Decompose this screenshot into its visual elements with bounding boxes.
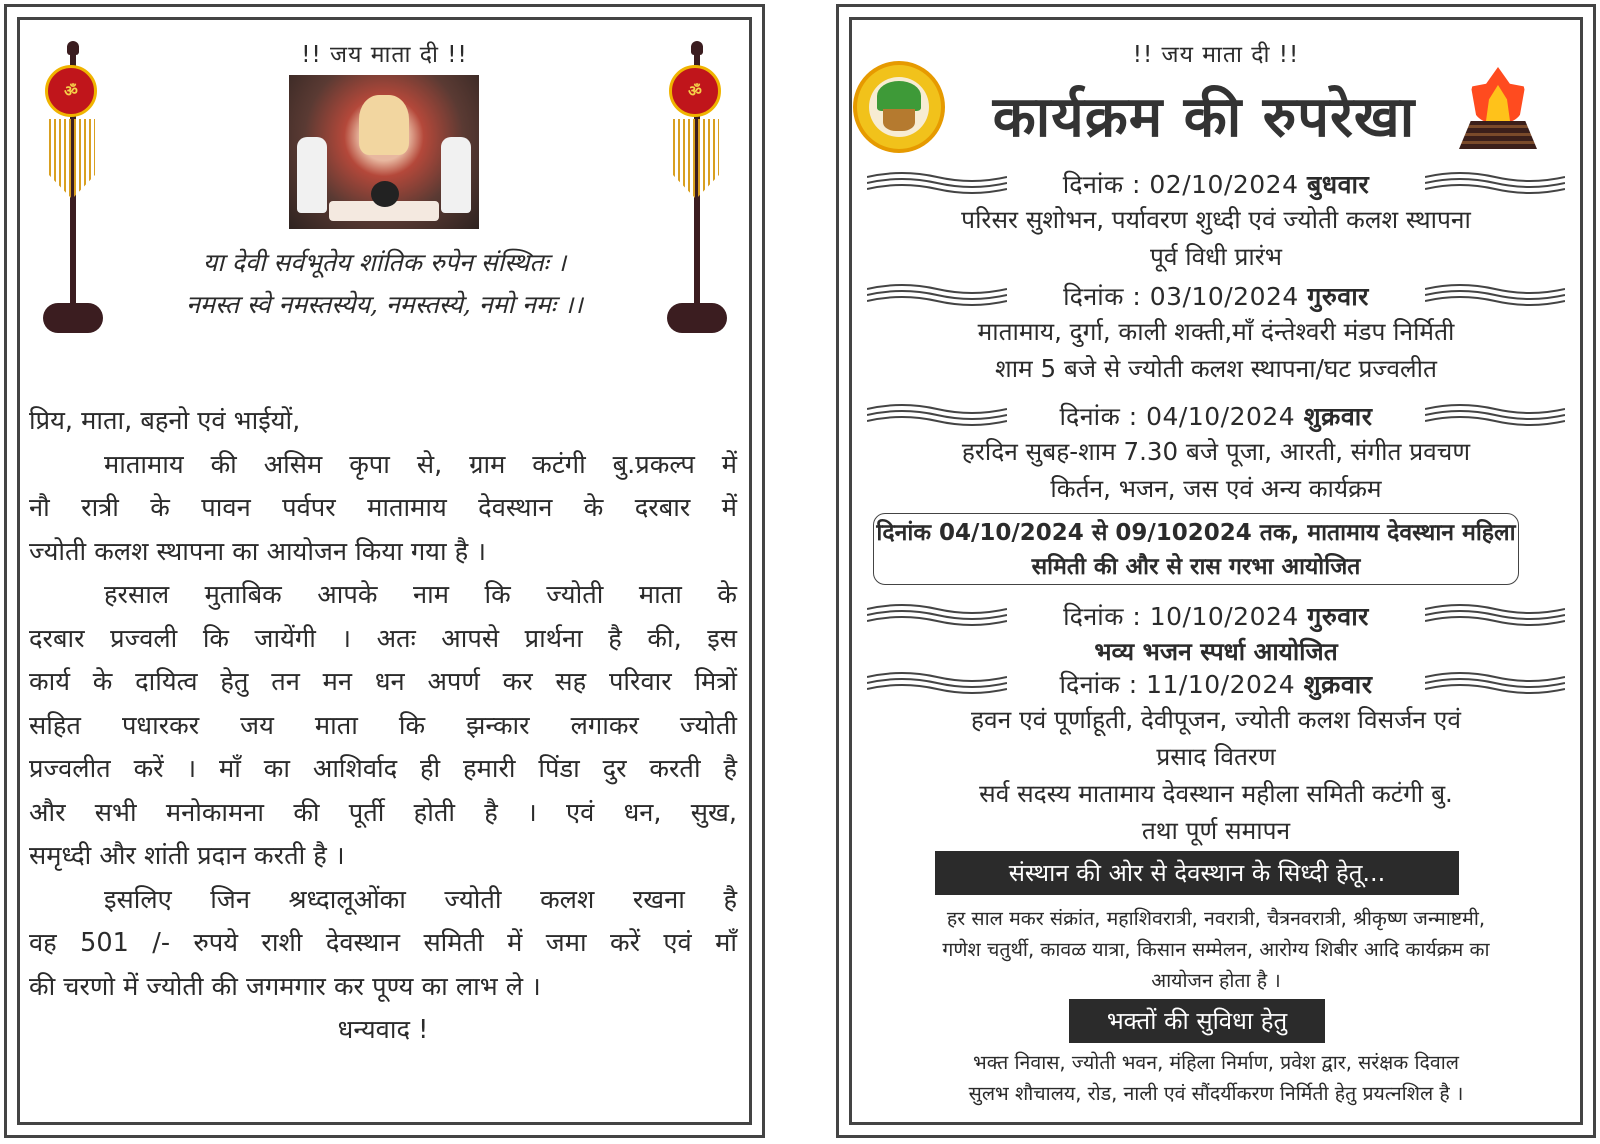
left-header: !! जय माता दी !! (301, 42, 468, 68)
letter-line: मातामाय की असिम कृपा से, ग्राम कटंगी बु.प्रकल्प में (104, 449, 737, 480)
event-date-row (839, 399, 1593, 433)
event-date: दिनांक : 10/10/2024 गुरुवार (1063, 602, 1369, 631)
wave-ornament-icon (1425, 669, 1565, 697)
event-description: हरदिन सुबह-शाम 7.30 बजे पूजा, आरती, संगीत प्रवचण किर्तन, भजन, जस एवं अन्य कार्यक्रम (961, 437, 1471, 503)
letter-line: कार्य के दायित्व हेतु तन मन धन अपर्ण कर सह परिवार मित्रों (29, 667, 737, 697)
event-date-row (839, 167, 1593, 201)
program-schedule-panel (836, 4, 1596, 1138)
event-description: मातामाय, दुर्गा, काली शक्ती,माँ दंन्तेश्वरी मंडप निर्मिती शाम 5 बजे से ज्योती कलश स्थापना/घट प्रज्वलीत (977, 317, 1455, 383)
garba-note-box: दिनांक 04/10/2024 से 09/102024 तक, मातामाय देवस्थान महिला समिती की और से रास गरभा आयोजित (873, 513, 1519, 585)
letter-line: इसलिए जिन श्रध्दालूओंका ज्योती कलश रखना है (104, 884, 737, 915)
letter-line: हरसाल मुताबिक आपके नाम कि ज्योती माता के (104, 580, 737, 610)
section-body-siddhi: हर साल मकर संक्रांत, महाशिवरात्री, नवरात्री, चैत्रनवरात्री, श्रीकृष्ण जन्माष्टमी, गणेश चतुर्थी, कावळ यात्रा, किसान सम्मेलन, आरोग्य शिबीर आदि कार्यक्रम का आयोजन होता है । (942, 907, 1490, 992)
shloka-line-1: या देवी सर्वभूतेय शांतिक रुपेन संस्थितः । (202, 248, 567, 277)
om-emblem-icon: ॐ (669, 65, 721, 117)
wave-ornament-icon (1425, 281, 1565, 309)
event-date: दिनांक : 02/10/2024 बुधवार (1062, 170, 1370, 199)
program-title: कार्यक्रम की रुपरेखा (992, 85, 1416, 150)
section-body-facilities: भक्त निवास, ज्योती भवन, मंहिला निर्माण, प्रवेश द्वार, सरंक्षक दिवाल सुलभ शौचालय, रोड, नाली एवं सौंदर्यीकरण निर्मिती हेतु प्रयत्नशिल है । (968, 1051, 1464, 1105)
wave-ornament-icon (1425, 601, 1565, 629)
event-description: परिसर सुशोभन, पर्यावरण शुध्दी एवं ज्योती कलश स्थापना पूर्व विधी प्रारंभ (961, 205, 1471, 271)
kalash-emblem-icon (853, 61, 945, 153)
goddess-photo (289, 75, 479, 229)
wave-ornament-icon (1425, 169, 1565, 197)
havan-fire-icon (1459, 67, 1539, 151)
letter-line: और सभी मनोकामना की पूर्ती होती है । एवं धन, सुख, (29, 797, 737, 828)
letter-line: दरबार प्रज्वली कि जायेंगी । अतः आपसे प्रार्थना है की, इस (29, 623, 737, 654)
invitation-letter-panel (4, 4, 765, 1138)
wave-ornament-icon (1425, 401, 1565, 429)
letter-line: वह 501 /- रुपये राशी देवस्थान समिती में जमा करें एवं माँ (29, 928, 737, 958)
om-emblem-icon: ॐ (45, 65, 97, 117)
section-title-siddhi: संस्थान की ओर से देवस्थान के सिध्दी हेतू... (935, 851, 1459, 895)
event-date-row (839, 279, 1593, 313)
letter-body (29, 400, 737, 1053)
event-date: दिनांक : 11/10/2024 शुक्रवार (1059, 670, 1373, 699)
letter-line: की चरणो में ज्योती की जगमगार कर पूण्य का लाभ ले । (29, 971, 541, 1002)
section-title-facilities: भक्तों की सुविधा हेतु (1069, 999, 1325, 1043)
event-date-row (839, 667, 1593, 701)
event-description: हवन एवं पूर्णाहूती, देवीपूजन, ज्योती कलश विसर्जन एवं प्रसाद वितरण सर्व सदस्य मातामाय देवस्थान महीला समिती कटंगी बु. तथा पूर्ण समापन (971, 705, 1461, 845)
event-date-row (839, 599, 1593, 633)
event-date: दिनांक : 04/10/2024 शुक्रवार (1059, 402, 1373, 431)
shloka-line-2: नमस्त स्वे नमस्तस्येय, नमस्तस्ये, नमो नमः ।। (186, 290, 583, 319)
event-description: भव्य भजन स्पर्धा आयोजित (1094, 637, 1338, 666)
salutation: प्रिय, माता, बहनो एवं भाईयों, (29, 406, 301, 436)
event-date: दिनांक : 03/10/2024 गुरुवार (1063, 282, 1369, 311)
letter-line: ज्योती कलश स्थापना का आयोजन किया गया है । (29, 536, 486, 567)
letter-line: समृध्दी और शांती प्रदान करती है । (29, 841, 345, 871)
letter-line: नौ रात्री के पावन पर्वपर मातामाय देवस्थान के दरबार में (29, 493, 737, 523)
thanks: धन्यवाद ! (337, 1015, 429, 1045)
letter-line: प्रज्वलीत करें । माँ का आशिर्वाद ही हमारी पिंडा दुर करती है (29, 754, 737, 784)
right-header: !! जय माता दी !! (1132, 42, 1300, 68)
letter-line: सहित पधारकर जय माता कि झन्कार लगाकर ज्योती (29, 710, 737, 741)
